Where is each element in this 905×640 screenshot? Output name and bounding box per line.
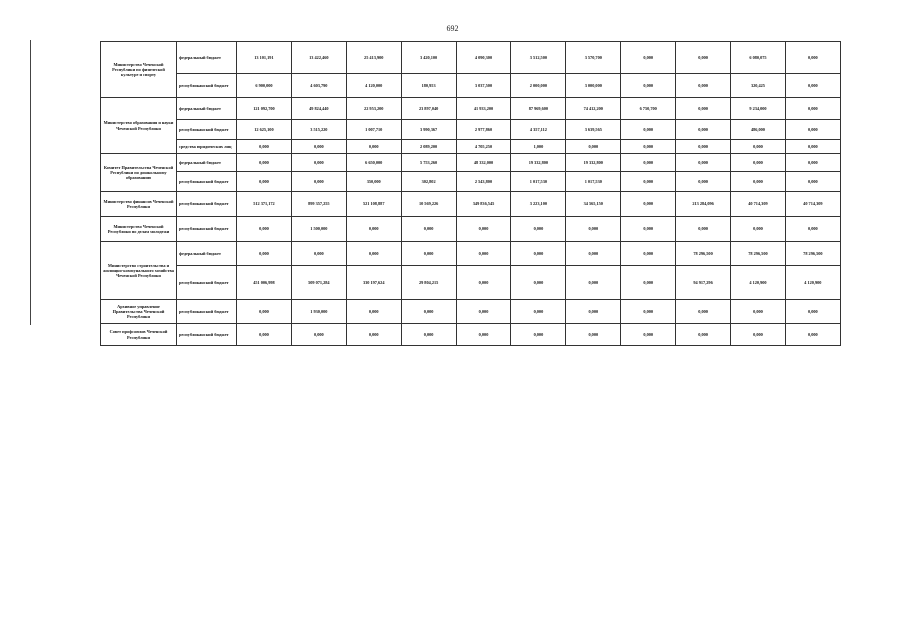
amount-cell: 0,000 — [621, 242, 676, 266]
funding-source: федеральный бюджет — [177, 242, 237, 266]
amount-cell: 0,000 — [401, 242, 456, 266]
amount-cell: 3 000,000 — [566, 74, 621, 98]
amount-cell: 330 197,624 — [346, 266, 401, 300]
table-row — [101, 74, 841, 98]
organization-name: Совет профсоюзов Чеченской Республики — [101, 324, 177, 346]
amount-cell: 1 017,530 — [566, 172, 621, 192]
amount-cell: 2 543,800 — [456, 172, 511, 192]
amount-cell: 0,000 — [676, 120, 731, 140]
amount-cell: 0,000 — [731, 140, 786, 154]
amount-cell: 320,425 — [731, 74, 786, 98]
amount-cell: 0,000 — [731, 324, 786, 346]
amount-cell: 13 101,191 — [237, 42, 292, 74]
amount-cell: 78 296,500 — [676, 242, 731, 266]
amount-cell: 349 836,545 — [456, 192, 511, 217]
amount-cell: 5 753,260 — [401, 154, 456, 172]
amount-cell: 0,000 — [621, 154, 676, 172]
amount-cell: 0,000 — [785, 300, 840, 324]
amount-cell: 0,000 — [237, 324, 292, 346]
amount-cell: 0,000 — [346, 217, 401, 242]
amount-cell: 34 565,150 — [566, 192, 621, 217]
amount-cell: 0,000 — [676, 140, 731, 154]
table-row — [101, 324, 841, 346]
funding-source: республиканский бюджет — [177, 217, 237, 242]
amount-cell: 0,000 — [291, 324, 346, 346]
amount-cell: 6 650,000 — [346, 154, 401, 172]
amount-cell: 512 371,172 — [237, 192, 292, 217]
amount-cell: 0,000 — [676, 154, 731, 172]
amount-cell: 74 412,200 — [566, 98, 621, 120]
amount-cell: 0,000 — [785, 42, 840, 74]
amount-cell: 19 332,800 — [511, 154, 566, 172]
amount-cell: 0,000 — [511, 242, 566, 266]
page-number: 692 — [446, 24, 459, 33]
amount-cell: 3 223,100 — [511, 192, 566, 217]
amount-cell: 0,000 — [676, 300, 731, 324]
amount-cell: 213 284,096 — [676, 192, 731, 217]
amount-cell: 13 422,460 — [291, 42, 346, 74]
budget-table-body — [101, 42, 841, 346]
amount-cell: 6 750,700 — [621, 98, 676, 120]
table-row — [101, 154, 841, 172]
amount-cell: 302,802 — [401, 172, 456, 192]
amount-cell: 3 512,500 — [511, 42, 566, 74]
amount-cell: 41 933,200 — [456, 98, 511, 120]
amount-cell: 0,000 — [621, 120, 676, 140]
amount-cell: 0,000 — [237, 217, 292, 242]
organization-name: Министерство финансов Чеченской Республики — [101, 192, 177, 217]
amount-cell: 0,000 — [291, 140, 346, 154]
amount-cell: 0,000 — [621, 42, 676, 74]
amount-cell: 1,000 — [511, 140, 566, 154]
table-row — [101, 172, 841, 192]
amount-cell: 48 332,000 — [456, 154, 511, 172]
amount-cell: 40 714,309 — [731, 192, 786, 217]
amount-cell: 0,000 — [346, 242, 401, 266]
table-row — [101, 42, 841, 74]
amount-cell: 78 296,500 — [731, 242, 786, 266]
amount-cell: 0,000 — [511, 324, 566, 346]
amount-cell: 0,000 — [676, 324, 731, 346]
amount-cell: 0,000 — [566, 300, 621, 324]
amount-cell: 1 007,710 — [346, 120, 401, 140]
amount-cell: 0,000 — [676, 217, 731, 242]
amount-cell: 10 569,226 — [401, 192, 456, 217]
amount-cell: 22 953,200 — [346, 98, 401, 120]
amount-cell: 0,000 — [621, 300, 676, 324]
amount-cell: 29 804,215 — [401, 266, 456, 300]
table-row — [101, 98, 841, 120]
organization-name: Министерство Чеченской Республики по делам молодежи — [101, 217, 177, 242]
amount-cell: 2 089,200 — [401, 140, 456, 154]
funding-source: республиканский бюджет — [177, 74, 237, 98]
funding-source: республиканский бюджет — [177, 266, 237, 300]
amount-cell: 3 990,367 — [401, 120, 456, 140]
amount-cell: 350,000 — [346, 172, 401, 192]
amount-cell: 0,000 — [456, 266, 511, 300]
amount-cell: 78 296,500 — [785, 242, 840, 266]
amount-cell: 0,000 — [621, 266, 676, 300]
amount-cell: 486,000 — [731, 120, 786, 140]
table-row — [101, 192, 841, 217]
table-row — [101, 300, 841, 324]
amount-cell: 0,000 — [566, 217, 621, 242]
amount-cell: 0,000 — [346, 140, 401, 154]
amount-cell: 0,000 — [456, 300, 511, 324]
funding-source: средства юридических лиц — [177, 140, 237, 154]
amount-cell: 0,000 — [621, 192, 676, 217]
amount-cell: 0,000 — [291, 242, 346, 266]
amount-cell: 3 420,100 — [401, 42, 456, 74]
funding-source: республиканский бюджет — [177, 300, 237, 324]
amount-cell: 0,000 — [237, 242, 292, 266]
amount-cell: 3 515,220 — [291, 120, 346, 140]
amount-cell: 121 092,700 — [237, 98, 292, 120]
amount-cell: 0,000 — [785, 324, 840, 346]
amount-cell: 2 000,000 — [511, 74, 566, 98]
amount-cell: 1 930,000 — [291, 300, 346, 324]
amount-cell: 4 090,300 — [456, 42, 511, 74]
organization-name: Архивное управление Правительства Чеченской Республики — [101, 300, 177, 324]
amount-cell: 4 705,250 — [456, 140, 511, 154]
amount-cell: 0,000 — [621, 172, 676, 192]
amount-cell: 0,000 — [621, 74, 676, 98]
amount-cell: 6 080,075 — [731, 42, 786, 74]
amount-cell: 4 120,000 — [346, 74, 401, 98]
amount-cell: 0,000 — [621, 140, 676, 154]
amount-cell: 0,000 — [785, 217, 840, 242]
amount-cell: 0,000 — [731, 172, 786, 192]
amount-cell: 0,000 — [785, 140, 840, 154]
amount-cell: 49 824,440 — [291, 98, 346, 120]
amount-cell: 0,000 — [731, 217, 786, 242]
funding-source: республиканский бюджет — [177, 172, 237, 192]
amount-cell: 9 234,000 — [731, 98, 786, 120]
table-row — [101, 242, 841, 266]
amount-cell: 40 714,309 — [785, 192, 840, 217]
amount-cell: 19 332,800 — [566, 154, 621, 172]
organization-name: Комитет Правительства Чеченской Республики по дошкольному образованию — [101, 154, 177, 192]
amount-cell: 0,000 — [785, 98, 840, 120]
amount-cell: 0,000 — [291, 154, 346, 172]
amount-cell: 0,000 — [676, 74, 731, 98]
amount-cell: 0,000 — [731, 300, 786, 324]
amount-cell: 0,000 — [511, 217, 566, 242]
amount-cell: 0,000 — [676, 98, 731, 120]
funding-source: республиканский бюджет — [177, 192, 237, 217]
amount-cell: 1 017,530 — [511, 172, 566, 192]
amount-cell: 0,000 — [401, 324, 456, 346]
amount-cell: 0,000 — [346, 300, 401, 324]
amount-cell: 25 413,900 — [346, 42, 401, 74]
funding-source: федеральный бюджет — [177, 98, 237, 120]
amount-cell: 0,000 — [566, 140, 621, 154]
amount-cell: 4 603,790 — [291, 74, 346, 98]
amount-cell: 0,000 — [566, 242, 621, 266]
amount-cell: 180,953 — [401, 74, 456, 98]
organization-name: Министерство образования и науки Чеченской Республики — [101, 98, 177, 154]
amount-cell: 94 917,296 — [676, 266, 731, 300]
amount-cell: 3 639,565 — [566, 120, 621, 140]
amount-cell: 0,000 — [237, 154, 292, 172]
amount-cell: 3 037,500 — [456, 74, 511, 98]
amount-cell: 451 006,998 — [237, 266, 292, 300]
amount-cell: 0,000 — [676, 42, 731, 74]
amount-cell: 0,000 — [456, 324, 511, 346]
table-row — [101, 120, 841, 140]
amount-cell: 0,000 — [566, 324, 621, 346]
funding-source: республиканский бюджет — [177, 120, 237, 140]
amount-cell: 4 120,900 — [785, 266, 840, 300]
amount-cell: 0,000 — [785, 154, 840, 172]
table-row — [101, 217, 841, 242]
amount-cell: 509 071,284 — [291, 266, 346, 300]
amount-cell: 0,000 — [237, 300, 292, 324]
amount-cell: 0,000 — [731, 154, 786, 172]
funding-source: федеральный бюджет — [177, 154, 237, 172]
amount-cell: 0,000 — [401, 217, 456, 242]
amount-cell: 0,000 — [456, 242, 511, 266]
funding-source: республиканский бюджет — [177, 324, 237, 346]
amount-cell: 12 625,100 — [237, 120, 292, 140]
amount-cell: 6 900,000 — [237, 74, 292, 98]
amount-cell: 521 108,887 — [346, 192, 401, 217]
margin-line — [30, 40, 31, 325]
amount-cell: 0,000 — [291, 172, 346, 192]
amount-cell: 0,000 — [676, 172, 731, 192]
budget-table — [100, 41, 841, 346]
amount-cell: 899 357,255 — [291, 192, 346, 217]
amount-cell: 0,000 — [621, 217, 676, 242]
organization-name: Министерство строительства и жилищно-коммунального хозяйства Чеченской Республики — [101, 242, 177, 300]
amount-cell: 23 897,040 — [401, 98, 456, 120]
amount-cell: 0,000 — [237, 140, 292, 154]
table-row — [101, 266, 841, 300]
amount-cell: 0,000 — [785, 74, 840, 98]
amount-cell: 4 120,900 — [731, 266, 786, 300]
amount-cell: 0,000 — [621, 324, 676, 346]
amount-cell: 0,000 — [456, 217, 511, 242]
amount-cell: 0,000 — [237, 172, 292, 192]
amount-cell: 1 500,000 — [291, 217, 346, 242]
amount-cell: 0,000 — [785, 172, 840, 192]
amount-cell: 0,000 — [511, 300, 566, 324]
amount-cell: 3 570,700 — [566, 42, 621, 74]
amount-cell: 0,000 — [785, 120, 840, 140]
amount-cell: 0,000 — [566, 266, 621, 300]
table-row — [101, 140, 841, 154]
amount-cell: 87 969,600 — [511, 98, 566, 120]
organization-name: Министерство Чеченской Республики по физической культуре и спорту — [101, 42, 177, 98]
amount-cell: 0,000 — [401, 300, 456, 324]
amount-cell: 4 357,112 — [511, 120, 566, 140]
funding-source: федеральный бюджет — [177, 42, 237, 74]
amount-cell: 0,000 — [346, 324, 401, 346]
amount-cell: 2 977,860 — [456, 120, 511, 140]
amount-cell: 0,000 — [511, 266, 566, 300]
